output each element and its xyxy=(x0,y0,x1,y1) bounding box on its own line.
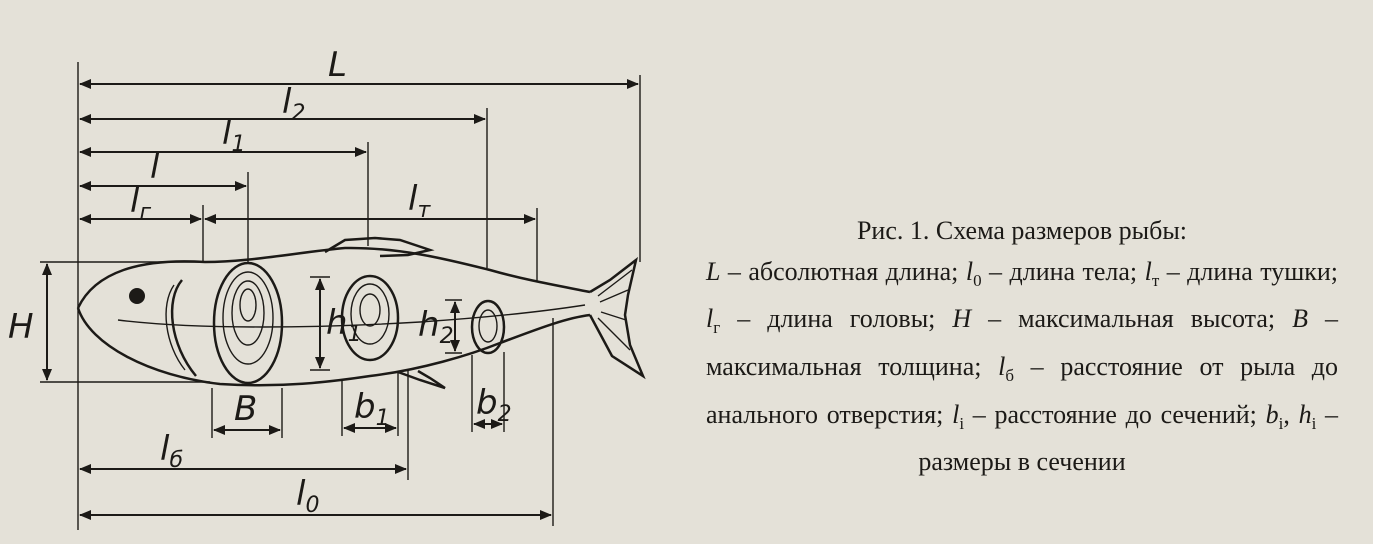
section-3 xyxy=(472,301,504,353)
label-L: L xyxy=(328,45,347,85)
eye xyxy=(129,288,145,304)
figure-caption xyxy=(706,212,1338,482)
caption-title: Рис. 1. Схема размеров рыбы: xyxy=(856,216,1188,245)
section-2 xyxy=(342,276,398,360)
label-h2: $h_2$ xyxy=(418,305,454,349)
label-l2: $l_2$ xyxy=(282,82,306,126)
dorsal-fin xyxy=(325,238,430,256)
gill-cover xyxy=(172,280,196,376)
tail-fin xyxy=(590,260,643,376)
label-h1: $h_1$ xyxy=(326,303,362,347)
pelvic-fin xyxy=(398,371,445,388)
caption-legend: L – абсолютная длина; $l_0$ – длина тела; $l_т$ – длина тушки; $l_г$ – длина головы; H – максимальная высота; B – максимальная толщина; $l_б$ – расстояние от рыла до анального отверстия; $l_i$ – расстояние до сечений; $b_i$, $h_i$ – размеры в сечении xyxy=(706,256,1339,477)
label-B: B xyxy=(234,389,258,429)
label-lb: $l_б$ xyxy=(160,429,184,473)
label-lt: $l_т$ xyxy=(408,179,431,223)
label-l: l xyxy=(150,147,160,187)
label-b1: $b_1$ xyxy=(354,387,390,431)
label-H: H xyxy=(8,307,34,347)
label-lr: $l_г$ xyxy=(130,181,152,225)
dimension-labels xyxy=(8,45,512,518)
label-l1: $l_1$ xyxy=(222,113,246,157)
label-l0: $l_0$ xyxy=(296,474,320,518)
label-b2: $b_2$ xyxy=(476,383,512,427)
